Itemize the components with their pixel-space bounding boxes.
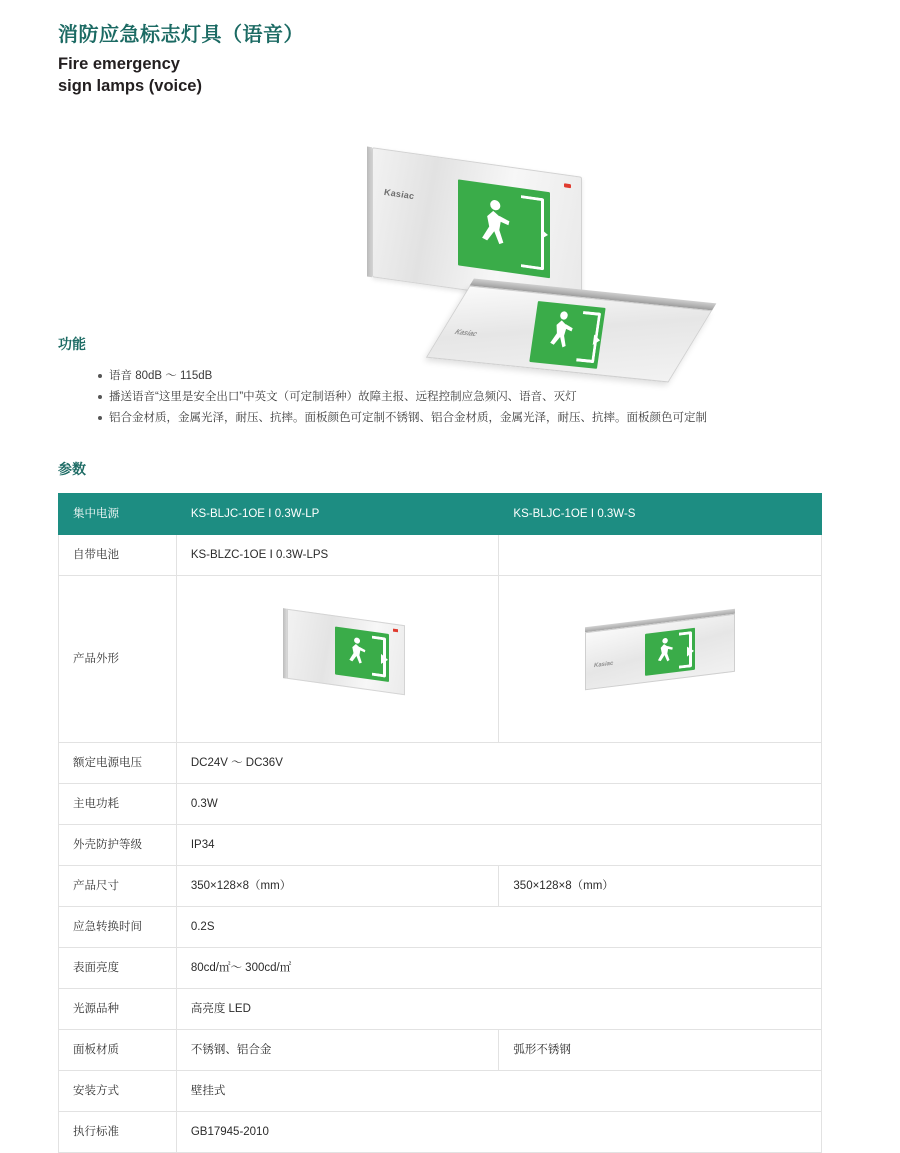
row-value-col1: 0.2S bbox=[176, 906, 821, 947]
row-label: 光源品种 bbox=[59, 988, 177, 1029]
direction-arrow-icon bbox=[541, 228, 548, 239]
table-row bbox=[59, 493, 822, 534]
row-value-col1: 80cd/㎡～ 300cd/㎡ bbox=[176, 947, 821, 988]
brand-logo-text: Kasiac bbox=[594, 660, 614, 669]
features-list bbox=[58, 366, 848, 429]
exit-sign-graphic bbox=[645, 627, 695, 675]
table-row bbox=[59, 1070, 822, 1111]
row-label: 安装方式 bbox=[59, 1070, 177, 1111]
brand-logo-text: Kasiac bbox=[384, 186, 415, 201]
row-label: 产品外形 bbox=[59, 575, 177, 742]
row-value-col1: 0.3W bbox=[176, 783, 821, 824]
brand-logo-text: Kasiac bbox=[453, 328, 479, 338]
table-row bbox=[59, 1111, 822, 1152]
row-label: 主电功耗 bbox=[59, 783, 177, 824]
row-value-col2: 350×128×8（mm） bbox=[499, 865, 822, 906]
status-led-indicator bbox=[393, 628, 398, 632]
table-row bbox=[59, 824, 822, 865]
table-row bbox=[59, 783, 822, 824]
row-value-col1: 350×128×8（mm） bbox=[176, 865, 499, 906]
params-heading: 参数 bbox=[58, 460, 86, 477]
table-row bbox=[59, 988, 822, 1029]
direction-arrow-icon bbox=[381, 654, 388, 665]
table-row bbox=[59, 947, 822, 988]
exit-sign-graphic bbox=[529, 301, 605, 369]
list-item: 铝合金材质，金属光泽，耐压、抗摔。面板颜色可定制不锈钢、铝合金材质，金属光泽，耐压、抗摔。面板颜色可定制 bbox=[98, 408, 848, 429]
product-shape-upright-image bbox=[176, 575, 499, 742]
list-item: 播送语音“这里是安全出口”中英文（可定制语种）故障主报、远程控制应急频闪、语音、灭灯 bbox=[98, 387, 848, 408]
row-label: 外壳防护等级 bbox=[59, 824, 177, 865]
table-row bbox=[59, 865, 822, 906]
running-man-icon bbox=[473, 186, 513, 267]
page-title-cn: 消防应急标志灯具（语音） bbox=[58, 24, 304, 46]
hero-product-image bbox=[0, 102, 900, 338]
row-label: 执行标准 bbox=[59, 1111, 177, 1152]
row-value-col2 bbox=[499, 534, 822, 575]
row-label: 表面亮度 bbox=[59, 947, 177, 988]
table-row bbox=[59, 742, 822, 783]
table-row bbox=[59, 534, 822, 575]
row-label: 额定电源电压 bbox=[59, 742, 177, 783]
row-label: 自带电池 bbox=[59, 534, 177, 575]
list-item: 语音 80dB ～ 115dB bbox=[98, 366, 848, 387]
row-label: 应急转换时间 bbox=[59, 906, 177, 947]
running-man-icon bbox=[653, 632, 675, 672]
row-label: 集中电源 bbox=[59, 493, 177, 534]
table-row-product-shape bbox=[59, 575, 822, 742]
page-header bbox=[0, 0, 900, 98]
product-shape-flat-image bbox=[499, 575, 822, 742]
page-title-en bbox=[58, 54, 900, 98]
row-value-col1: DC24V ～ DC36V bbox=[176, 742, 821, 783]
features-heading: 功能 bbox=[58, 335, 86, 352]
exit-sign-graphic bbox=[458, 179, 550, 278]
row-value-col2: 弧形不锈钢 bbox=[499, 1029, 822, 1070]
page-title-en-line2: sign lamps (voice) bbox=[58, 76, 202, 95]
row-value-col1: 高亮度 LED bbox=[176, 988, 821, 1029]
table-row bbox=[59, 1029, 822, 1070]
exit-sign-graphic bbox=[335, 626, 389, 682]
status-led-indicator bbox=[564, 183, 571, 188]
row-value-col1: KS-BLZC-1OE Ⅰ 0.3W-LPS bbox=[176, 534, 499, 575]
parameters-table bbox=[58, 493, 822, 1153]
row-value-col1: GB17945-2010 bbox=[176, 1111, 821, 1152]
row-value-col2: KS-BLJC-1OE Ⅰ 0.3W-S bbox=[499, 493, 822, 534]
row-value-col1: 壁挂式 bbox=[176, 1070, 821, 1111]
running-man-icon bbox=[343, 630, 367, 676]
direction-arrow-icon bbox=[592, 333, 600, 344]
row-label: 产品尺寸 bbox=[59, 865, 177, 906]
row-value-col1: 不锈钢、铝合金 bbox=[176, 1029, 499, 1070]
table-row bbox=[59, 906, 822, 947]
running-man-icon bbox=[541, 305, 578, 362]
page-title-en-line1: Fire emergency bbox=[58, 55, 180, 73]
row-value-col1: KS-BLJC-1OE Ⅰ 0.3W-LP bbox=[176, 493, 499, 534]
row-value-col1: IP34 bbox=[176, 824, 821, 865]
direction-arrow-icon bbox=[687, 646, 694, 657]
row-label: 面板材质 bbox=[59, 1029, 177, 1070]
